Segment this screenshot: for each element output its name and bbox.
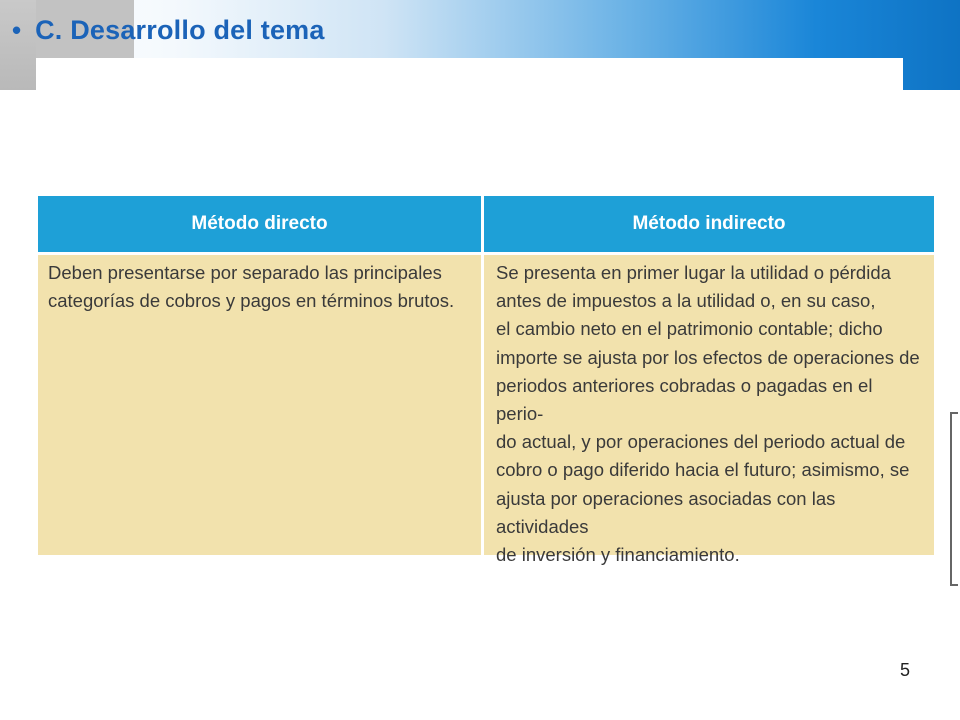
cell-line: de inversión y financiamiento. (496, 544, 740, 566)
cell-line: Deben presentarse por separado las principales (48, 262, 442, 283)
cell-line: cobro o pago diferido hacia el futuro; asimismo, se (496, 459, 910, 481)
header-indirect-method: Método indirecto (484, 196, 934, 252)
header-direct-method: Método directo (38, 196, 484, 252)
comparison-table (38, 196, 934, 566)
cell-line: el cambio neto en el patrimonio contable; dicho (496, 318, 883, 340)
cell-line: antes de impuestos a la utilidad o, en su caso, (496, 290, 876, 312)
cell-line: Se presenta en primer lugar la utilidad o pérdida (496, 262, 891, 283)
page-number: 5 (899, 660, 910, 680)
cell-line: importe se ajusta por los efectos de operaciones de (496, 346, 920, 368)
cell-direct-method (38, 252, 484, 555)
slide-title: C. Desarrollo del tema (35, 14, 325, 45)
slide-title-row (12, 10, 325, 50)
bullet-icon: • (12, 15, 22, 45)
side-bracket-decoration (950, 412, 958, 586)
cell-indirect-method (484, 252, 934, 566)
cell-line: ajusta por operaciones asociadas con las actividades (496, 487, 836, 537)
cell-line: periodos anteriores cobradas o pagadas en el perio- (496, 374, 873, 425)
cell-line: do actual, y por operaciones del periodo actual de (496, 431, 906, 453)
cell-line: categorías de cobros y pagos en términos brutos. (48, 290, 455, 312)
content-white-panel (36, 58, 903, 178)
